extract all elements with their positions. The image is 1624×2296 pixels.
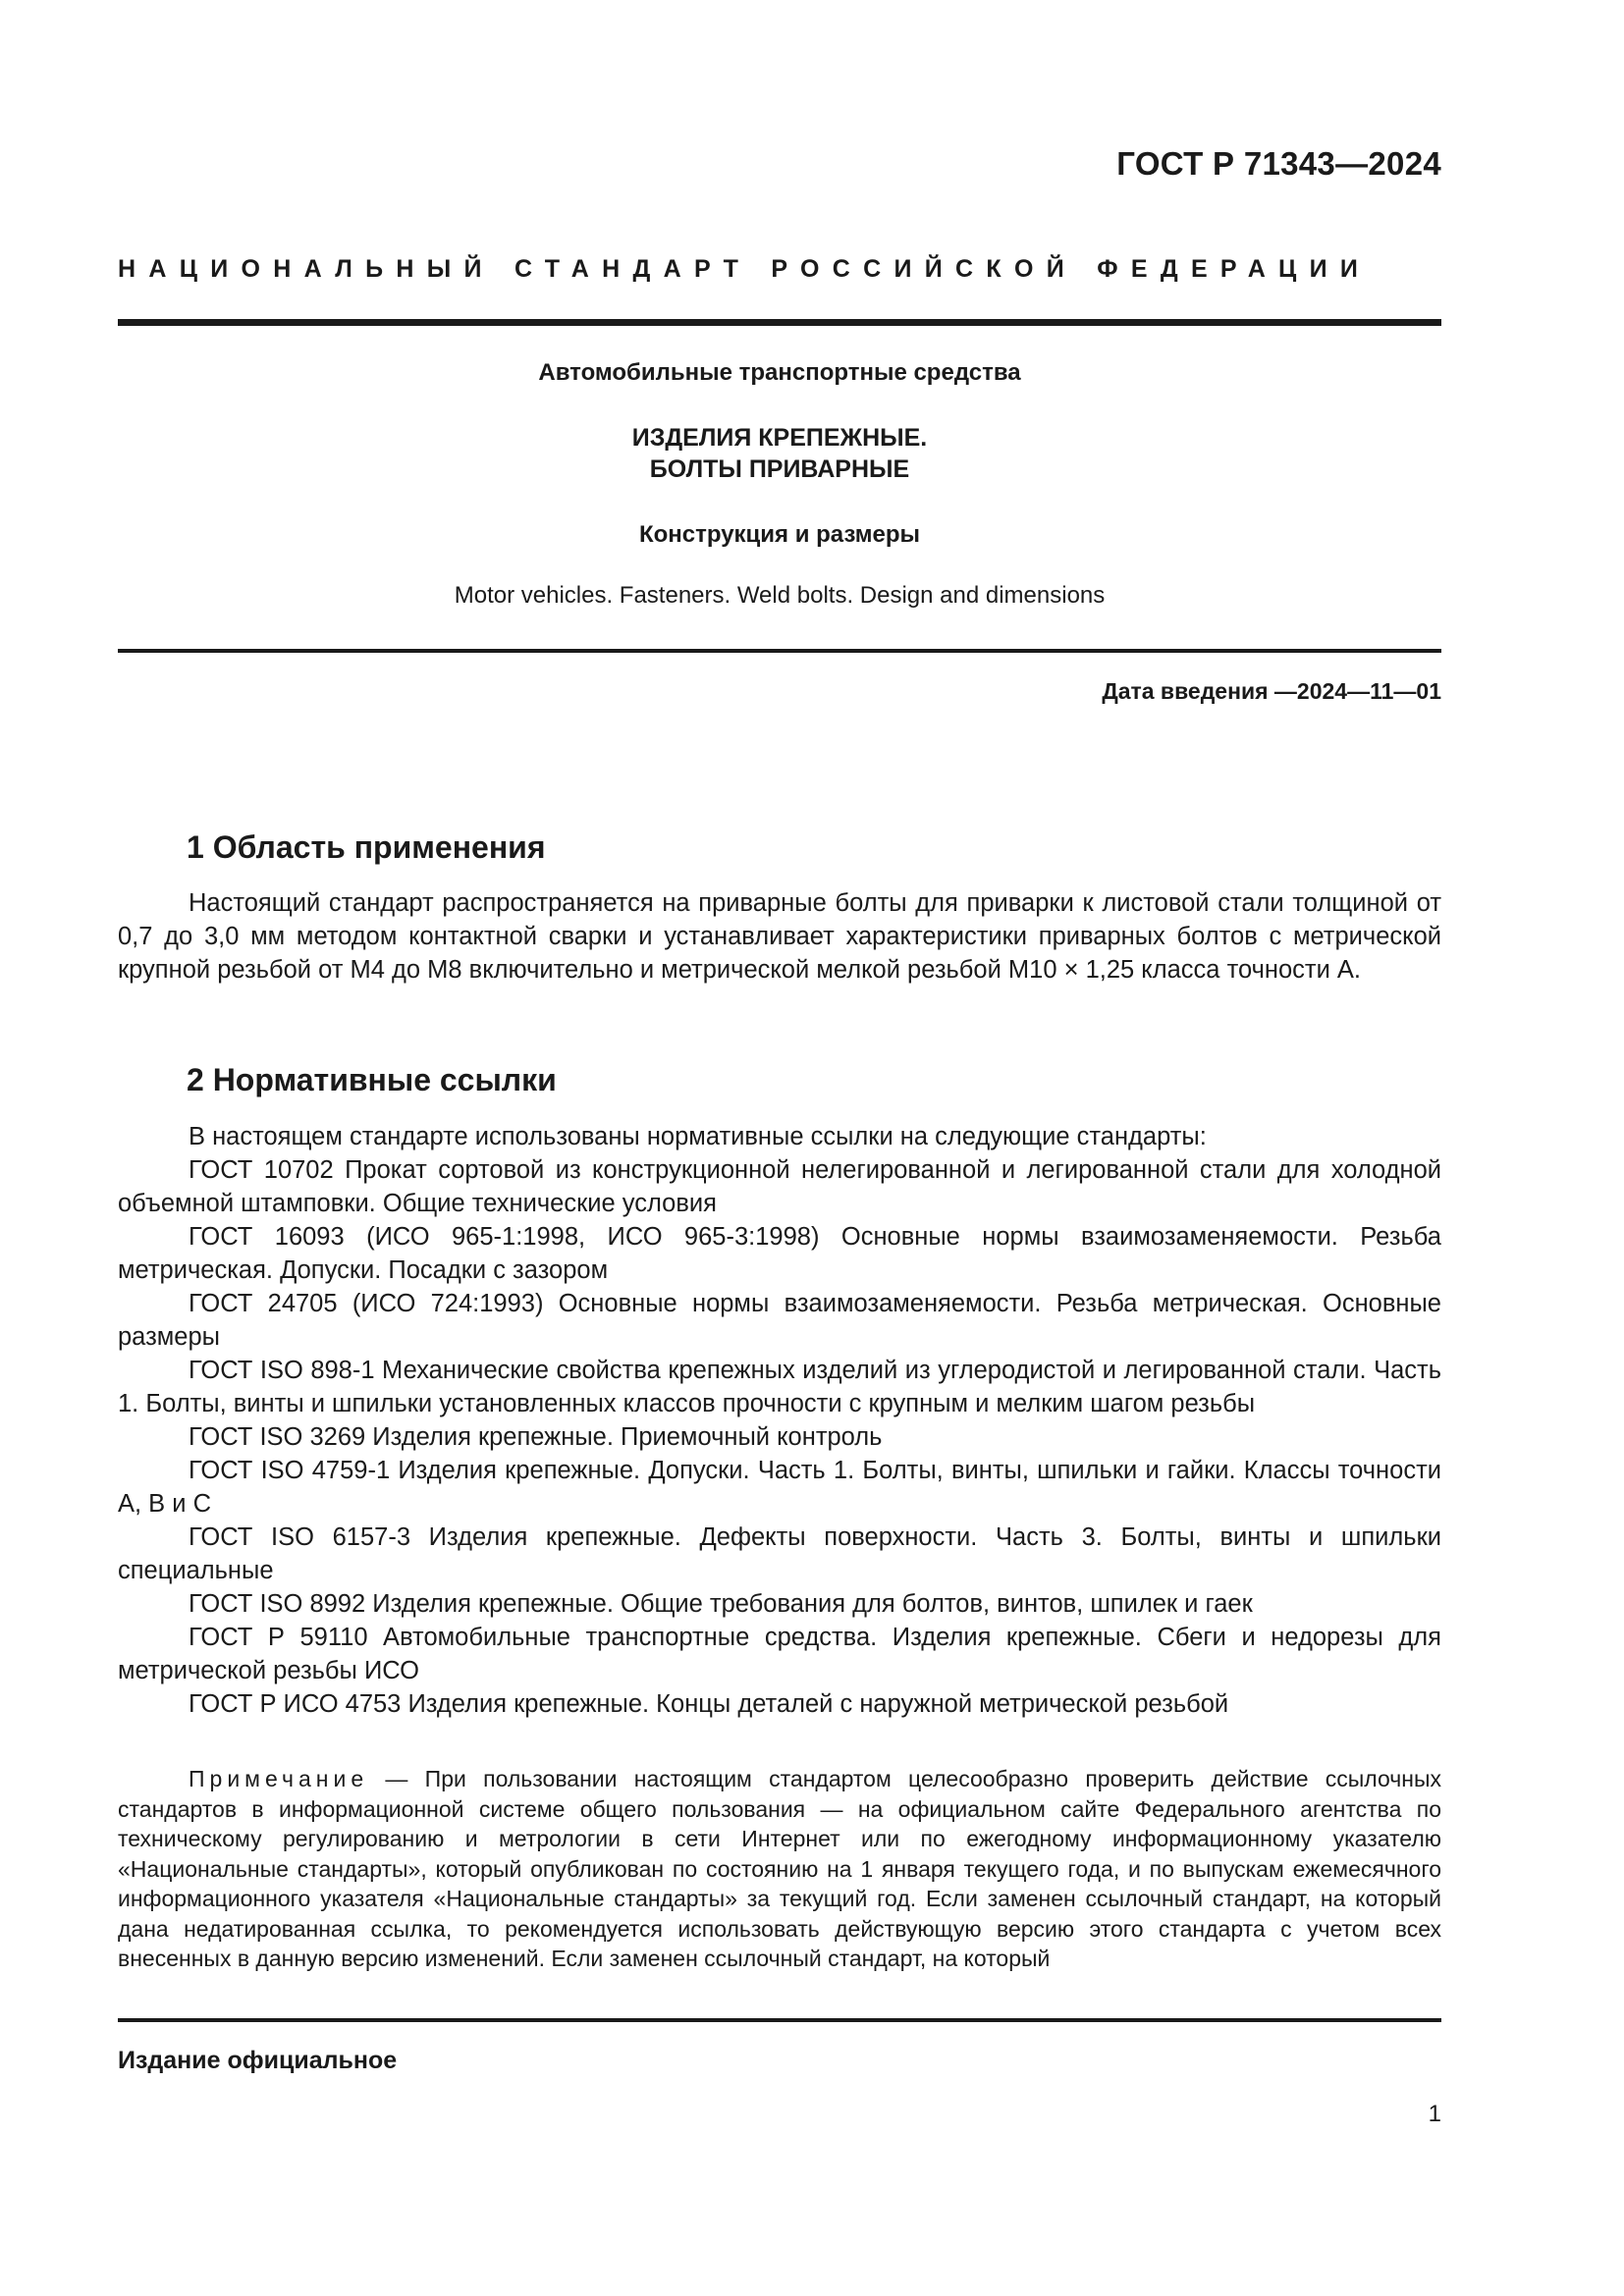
references-intro: В настоящем стандарте использованы нормативные ссылки на следующие стандарты: bbox=[189, 1123, 1207, 1150]
reference-item: ГОСТ ISO 3269 Изделия крепежные. Приемочный контроль bbox=[189, 1423, 883, 1451]
section-2-heading: 2 Нормативные ссылки bbox=[187, 1062, 557, 1097]
edition-label: Издание официальное bbox=[118, 2047, 398, 2074]
page-number: 1 bbox=[1428, 2101, 1441, 2127]
section-1-paragraph: Настоящий стандарт распространяется на приварные болты для приварки к листовой стали толщиной от 0,7 до 3,0 мм методом контактной сварки и устанавливает характеристики приварных болтов с метрической крупной резьбой от М4 до М8 включительно и метрической мелкой резьбой М10 × 1,25 класса точности А. bbox=[118, 889, 1441, 984]
document-title-line-1: ИЗДЕЛИЯ КРЕПЕЖНЫЕ. bbox=[631, 424, 928, 452]
note-label: Примечание bbox=[189, 1766, 369, 1791]
reference-item: ГОСТ 24705 (ИСО 724:1993) Основные нормы взаимозаменяемости. Резьба метрическая. Основные размеры bbox=[118, 1290, 1441, 1351]
reference-item: ГОСТ Р ИСО 4753 Изделия крепежные. Концы деталей с наружной метрической резьбой bbox=[189, 1690, 1229, 1718]
reference-item: ГОСТ ISO 898-1 Механические свойства крепежных изделий из углеродистой и легированной стали. Часть 1. Болты, винты и шпильки установленных классов прочности с крупным и мелким шагом резьбы bbox=[118, 1357, 1441, 1417]
introduction-date: Дата введения —2024—11—01 bbox=[1102, 678, 1441, 704]
header-divider bbox=[118, 319, 1441, 326]
references-note bbox=[118, 1764, 1441, 1974]
section-1-heading: 1 Область применения bbox=[187, 829, 546, 865]
english-title: Motor vehicles. Fasteners. Weld bolts. Design and dimensions bbox=[454, 582, 1106, 609]
note-text: — При пользовании настоящим стандартом целесообразно проверить действие ссылочных стандартов в информационной системе общего пользования — на официальном сайте Федерального агентства по техническому регулированию и метрологии в сети Интернет или по ежегодному информационному указателю «Национальные стандарты», который опубликован по состоянию на 1 января текущего года, и по выпускам ежемесячного информационного указателя «Национальные стандарты» за текущий год. Если заменен ссылочный стандарт, на который дана недатированная ссылка, то рекомендуется использовать действующую версию этого стандарта с учетом всех внесенных в данную версию изменений. Если заменен ссылочный стандарт, на который bbox=[118, 1766, 1441, 1971]
footer-divider bbox=[118, 2018, 1441, 2022]
reference-item: ГОСТ ISO 6157-3 Изделия крепежные. Дефекты поверхности. Часть 3. Болты, винты и шпильки специальные bbox=[118, 1523, 1441, 1584]
reference-item: ГОСТ Р 59110 Автомобильные транспортные средства. Изделия крепежные. Сбеги и недорезы для метрической резьбы ИСО bbox=[118, 1624, 1441, 1684]
document-subject: Автомобильные транспортные средства bbox=[538, 359, 1021, 386]
reference-item: ГОСТ 10702 Прокат сортовой из конструкционной нелегированной и легированной стали для холодной объемной штамповки. Общие технические условия bbox=[118, 1156, 1441, 1217]
document-subtitle: Конструкция и размеры bbox=[638, 521, 921, 548]
reference-item: ГОСТ ISO 8992 Изделия крепежные. Общие требования для болтов, винтов, шпилек и гаек bbox=[189, 1590, 1253, 1618]
reference-item: ГОСТ ISO 4759-1 Изделия крепежные. Допуски. Часть 1. Болты, винты, шпильки и гайки. Классы точности А, В и С bbox=[118, 1457, 1441, 1518]
national-standard-banner: НАЦИОНАЛЬНЫЙ СТАНДАРТ РОССИЙСКОЙ ФЕДЕРАЦИИ bbox=[118, 255, 1372, 283]
document-title-line-2: БОЛТЫ ПРИВАРНЫЕ bbox=[649, 455, 910, 483]
section-1-body bbox=[118, 886, 1441, 987]
standard-number: ГОСТ Р 71343—2024 bbox=[1116, 145, 1441, 182]
references-list bbox=[118, 1120, 1441, 1721]
reference-item: ГОСТ 16093 (ИСО 965-1:1998, ИСО 965-3:1998) Основные нормы взаимозаменяемости. Резьба метрическая. Допуски. Посадки с зазором bbox=[118, 1223, 1441, 1284]
title-divider bbox=[118, 649, 1441, 653]
